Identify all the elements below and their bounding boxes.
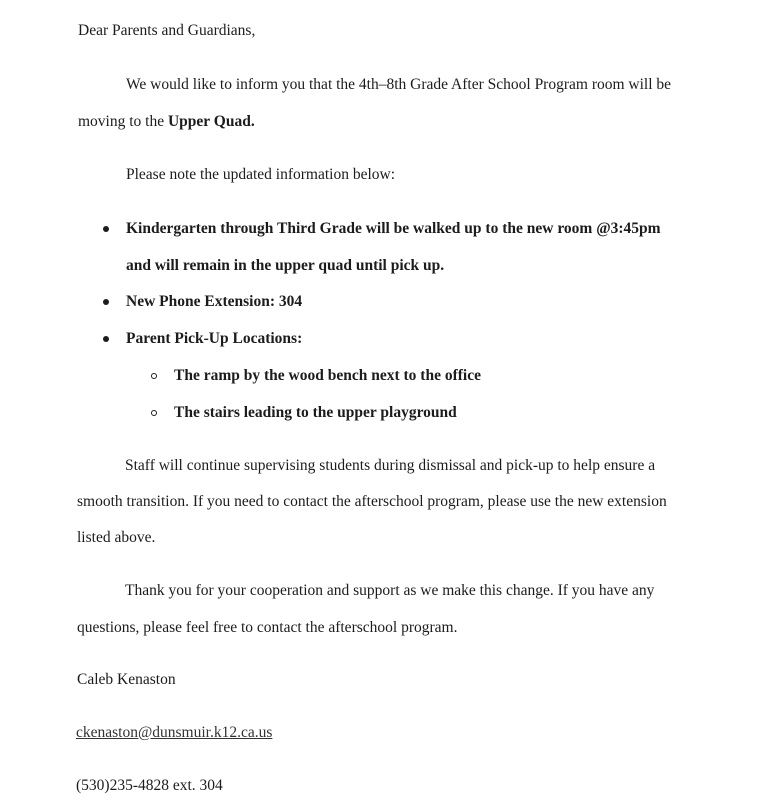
- greeting: Dear Parents and Guardians,: [78, 22, 256, 39]
- sub-bullet-item-2: The stairs leading to the upper playground: [174, 404, 457, 421]
- hollow-circle-bullet-icon: [151, 410, 157, 416]
- signature-name: Caleb Kenaston: [77, 671, 176, 688]
- phone-number: (530)235-4828 ext. 304: [76, 777, 223, 794]
- upper-quad-emphasis: Upper Quad.: [167, 113, 255, 130]
- bullet-dot-icon: [103, 299, 109, 305]
- bullet-dot-icon: [103, 336, 109, 342]
- thanks-paragraph-line-2: questions, please feel free to contact the afterschool program.: [77, 619, 458, 636]
- staff-paragraph-line-1: Staff will continue supervising students during dismissal and pick-up to help ensure a: [125, 457, 656, 474]
- staff-paragraph-line-3: listed above.: [77, 529, 156, 546]
- thanks-paragraph-line-1: Thank you for your cooperation and support as we make this change. If you have any: [125, 582, 655, 599]
- intro-line-2-text: moving to the: [78, 113, 168, 130]
- bullet-item-1-line-1: Kindergarten through Third Grade will be walked up to the new room @3:45pm: [126, 220, 661, 237]
- intro-line-1: We would like to inform you that the 4th–8th Grade After School Program room will be: [126, 76, 672, 93]
- sub-bullet-item-1: The ramp by the wood bench next to the office: [174, 367, 481, 384]
- bullet-item-3: Parent Pick-Up Locations:: [126, 330, 303, 347]
- email-link[interactable]: ckenaston@dunsmuir.k12.ca.us: [76, 724, 273, 741]
- email-link-wrapper: [76, 723, 272, 743]
- hollow-circle-bullet-icon: [151, 373, 157, 379]
- note-line: Please note the updated information below:: [126, 166, 396, 183]
- bullet-item-2: New Phone Extension: 304: [126, 293, 303, 310]
- bullet-dot-icon: [103, 226, 109, 232]
- staff-paragraph-line-2: smooth transition. If you need to contact the afterschool program, please use the new extension: [77, 493, 667, 510]
- bullet-item-1-line-2: and will remain in the upper quad until pick up.: [126, 257, 445, 274]
- intro-line-2: [78, 112, 255, 132]
